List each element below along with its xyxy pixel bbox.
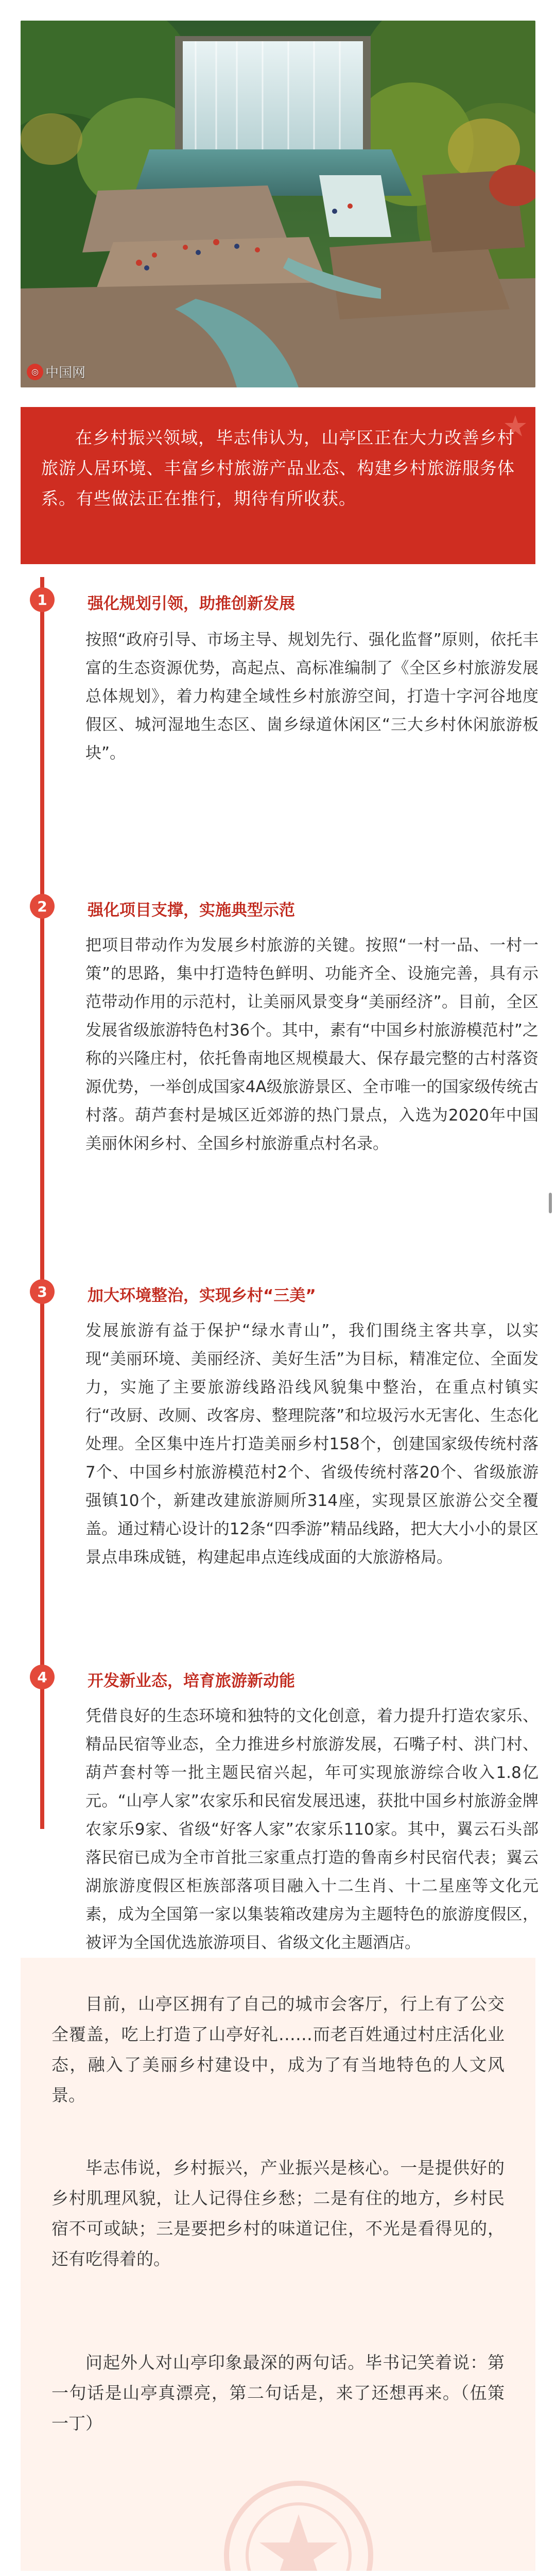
closing-paragraph: 问起外人对山亭印象最深的两句话。毕书记笑着说：第一句话是山亭真漂亮，第二句话是，来了还想再来。（伍策 一丁） [51,2352,505,2433]
section-number-badge: 2 [30,894,55,919]
hero-photo [21,21,535,387]
emblem-watermark-icon [221,2478,376,2571]
section-title: 强化项目支撑，实施典型示范 [88,901,295,920]
section-body: 把项目带动作为发展乡村旅游的关键。按照“一村一品、一村一策”的思路，集中打造特色鲜明、功能齐全、设施完善，具有示范带动作用的示范村，让美丽风景变身“美丽经济”。目前，全区发展省级旅游特色村36个。其中，素有“中国乡村旅游模范村”之称的兴隆庄村，依托鲁南地区规模最大、保存最完整的古村落资源优势，一举创成国家4A级旅游景区、全市唯一的国家级传统古村落。葫芦套村是城区近郊游的热门景点，入选为2020年中国美丽休闲乡村、全国乡村旅游重点村名录。 [85,936,538,1153]
watermark-text: 中国网 [45,365,86,381]
section-body: 按照“政府引导、市场主导、规划先行、强化监督”原则，依托丰富的生态资源优势，高起点、高标准编制了《全区乡村旅游发展总体规划》，着力构建全域性乡村旅游空间，打造十字河谷地度假区、城河湿地生态区、崮乡绿道休闲区“三大乡村休闲旅游板块”。 [85,631,538,762]
timeline-bar [40,577,44,1829]
intro-box [21,407,535,564]
closing-paragraph: 目前，山亭区拥有了自己的城市会客厅，行上有了公交全覆盖，吃上打造了山亭好礼……而老百姓通过村庄活化业态，融入了美丽乡村建设中，成为了有当地特色的人文风景。 [51,1994,505,2105]
section-body: 发展旅游有益于保护“绿水青山”，我们围绕主客共享，以实现“美丽环境、美丽经济、美好生活”为目标，精准定位、全面发力，实施了主要旅游线路沿线风貌集中整治，在重点村镇实行“改厨、改厕、改客房、整理院落”和垃圾污水无害化、生态化处理。全区集中连片打造美丽乡村158个，创建国家级传统村落7个、中国乡村旅游模范村2个、省级传统村落20个、省级旅游强镇10个，新建改建旅游厕所314座，实现景区旅游公交全覆盖。通过精心设计的12条“四季游”精品线路，把大大小小的景区景点串珠成链，构建起串点连线成面的大旅游格局。 [85,1321,538,1567]
waterfall-landscape-image [21,21,535,387]
watermark [27,362,85,381]
section-number-badge: 1 [30,587,55,612]
section-number-badge: 3 [30,1279,55,1304]
section-title: 加大环境整治，实现乡村“三美” [88,1286,316,1305]
closing-box [21,1958,535,2571]
intro-text: 在乡村振兴领域，毕志伟认为，山亭区正在大力改善乡村旅游人居环境、丰富乡村旅游产品业态、构建乡村旅游服务体系。有些做法正在推行，期待有所收获。 [41,428,515,509]
closing-paragraph: 毕志伟说，乡村振兴，产业振兴是核心。一是提供好的乡村肌理风貌，让人记得住乡愁；二是有住的地方，乡村民宿不可或缺；三是要把乡村的味道记住，不光是看得见的，还有吃得着的。 [51,2158,505,2269]
section-title: 强化规划引领，助推创新发展 [88,595,295,613]
scrollbar-thumb[interactable] [549,1193,552,1213]
section-title: 开发新业态，培育旅游新动能 [88,1672,295,1690]
globe-logo-icon: ◎ [27,364,43,380]
section-number-badge: 4 [30,1665,55,1689]
section-body: 凭借良好的生态环境和独特的文化创意，着力提升打造农家乐、精品民宿等业态，全力推进乡村旅游发展，石嘴子村、洪门村、葫芦套村等一批主题民宿兴起，年可实现旅游综合收入1.8亿元。“山亭人家”农家乐和民宿发展迅速，获批中国乡村旅游金牌农家乐9家、省级“好客人家”农家乐110家。其中，翼云石头部落民宿已成为全市首批三家重点打造的鲁南乡村民宿代表；翼云湖旅游度假区柜族部落项目融入十二生肖、十二星座等文化元素，成为全国第一家以集装箱改建房为主题特色的旅游度假区，被评为全国优选旅游项目、省级文化主题酒店。 [85,1707,538,1952]
